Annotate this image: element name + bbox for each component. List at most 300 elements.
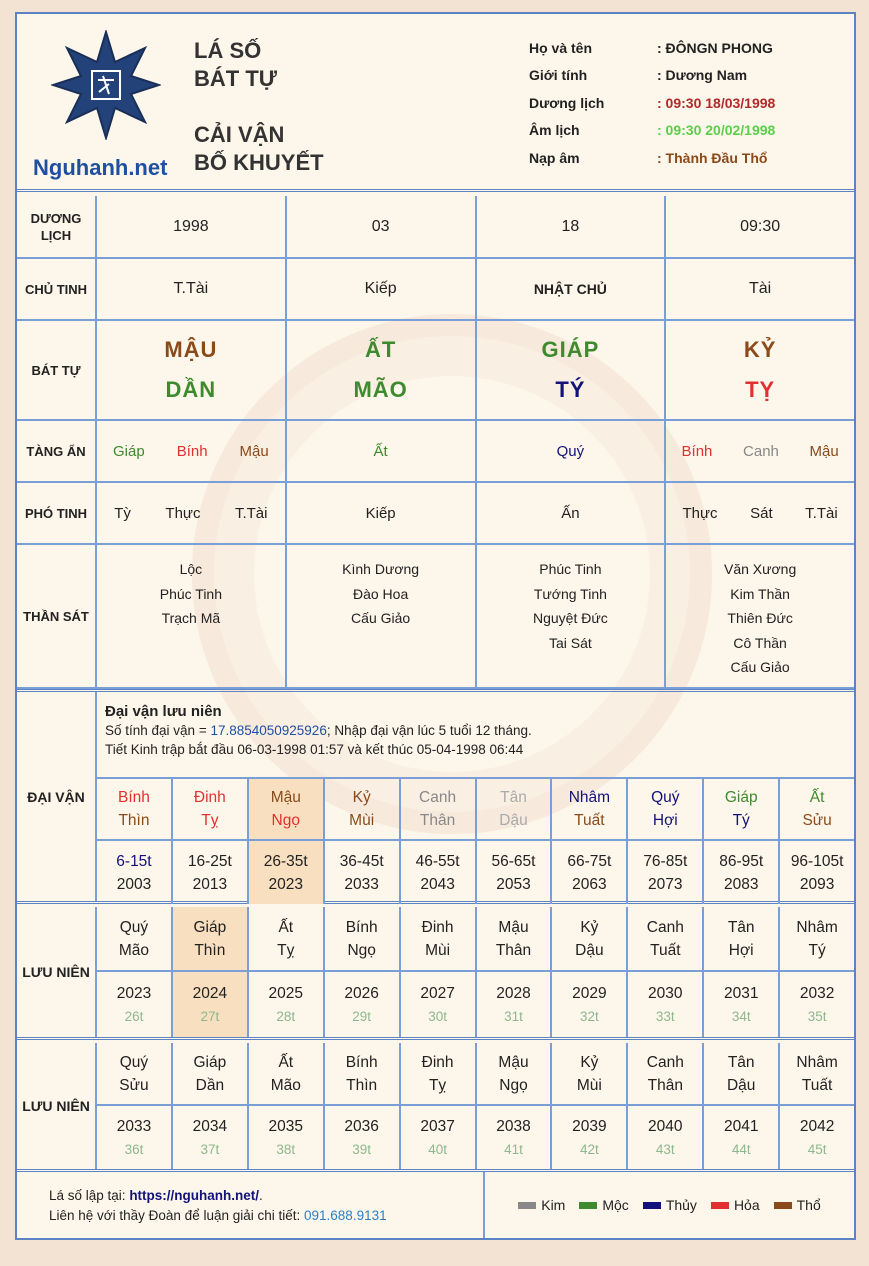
dai-van-range: 86-95t xyxy=(719,852,764,870)
luu-nien-age: 42t xyxy=(580,1141,599,1157)
dai-van-chi: Dậu xyxy=(499,812,528,829)
sub-stars xyxy=(666,483,854,543)
grid-cell: 03 xyxy=(287,196,477,257)
sub-stars xyxy=(97,483,287,543)
than-sat-item: Phúc Tinh xyxy=(539,561,602,577)
luu-nien-period xyxy=(325,1106,399,1169)
pillar-chi: TỴ xyxy=(745,377,776,402)
luu-nien-can: Ất xyxy=(278,918,294,936)
luu-nien-column xyxy=(477,907,553,1037)
row-label: DƯƠNG LỊCH xyxy=(17,196,97,257)
luu-nien-can: Nhâm xyxy=(796,1053,838,1071)
luu-nien-pillar xyxy=(97,1043,171,1106)
footer-line-1 xyxy=(49,1186,387,1206)
luu-nien-age: 43t xyxy=(655,1141,675,1157)
footer-line-2 xyxy=(49,1206,387,1226)
luu-nien-year: 2031 xyxy=(723,984,759,1002)
legend-item xyxy=(774,1197,821,1213)
dai-van-period xyxy=(628,841,702,904)
row-label: TÀNG ẨN xyxy=(17,421,97,481)
than-sat-item: Thiên Đức xyxy=(727,610,793,626)
dai-van-range: 66-75t xyxy=(567,852,612,870)
dai-van-chi: Ngọ xyxy=(271,812,300,829)
luu-nien-period xyxy=(401,972,475,1037)
legend-label: Kim xyxy=(541,1197,566,1213)
luu-nien-age: 33t xyxy=(655,1008,675,1024)
legend-item xyxy=(711,1197,760,1213)
luu-nien-can: Giáp xyxy=(193,1053,227,1071)
dai-van-can: Đinh xyxy=(193,789,226,806)
luu-nien-column xyxy=(477,1043,553,1169)
than-sat-item: Tai Sát xyxy=(548,634,592,651)
luu-nien-can: Quý xyxy=(119,918,149,936)
luu-nien-can: Quý xyxy=(119,1053,149,1071)
luu-nien-section-1 xyxy=(17,907,854,1040)
dai-van-pillar xyxy=(628,779,702,841)
hidden-stems xyxy=(287,421,477,481)
pillar xyxy=(477,321,667,419)
luu-nien-column xyxy=(97,907,173,1037)
luu-nien-column xyxy=(325,1043,401,1169)
luu-nien-period xyxy=(780,972,854,1037)
element-legend xyxy=(483,1172,854,1238)
luu-nien-period xyxy=(552,972,626,1037)
star-logo-icon xyxy=(51,30,161,140)
hidden-stem: Ất xyxy=(373,442,388,460)
pillar xyxy=(287,321,477,419)
luu-nien-year: 2028 xyxy=(496,984,531,1002)
dai-van-chi: Tý xyxy=(732,812,750,829)
dai-van-range: 96-105t xyxy=(790,852,844,870)
row-label: BÁT TỰ xyxy=(17,321,97,419)
luu-nien-year: 2029 xyxy=(572,984,607,1002)
luu-nien-chi: Hợi xyxy=(728,941,754,959)
legend-label: Thổ xyxy=(796,1197,821,1213)
dai-van-column xyxy=(780,779,854,904)
dai-van-column xyxy=(249,779,325,904)
luu-nien-age: 39t xyxy=(352,1141,372,1157)
dai-van-year: 2043 xyxy=(420,875,455,893)
info-label: Nạp âm xyxy=(529,149,580,166)
luu-nien-chi: Dậu xyxy=(726,1076,756,1094)
luu-nien-pillar xyxy=(628,907,702,972)
info-value: : Thành Đầu Thổ xyxy=(657,149,768,166)
dai-van-range: 6-15t xyxy=(116,852,152,870)
info-label: Họ và tên xyxy=(529,39,593,56)
luu-nien-age: 31t xyxy=(504,1008,523,1024)
row-tang-an xyxy=(17,421,854,483)
dai-van-pillar xyxy=(477,779,551,841)
sub-star: T.Tài xyxy=(805,504,838,522)
dai-van-year: 2093 xyxy=(799,875,835,893)
luu-nien-can: Canh xyxy=(646,1053,684,1071)
sub-star: T.Tài xyxy=(234,504,268,522)
luu-nien-column xyxy=(249,907,325,1037)
luu-nien-pillar xyxy=(477,907,551,972)
personal-info xyxy=(529,34,775,172)
luu-nien-chi: Ngọ xyxy=(347,941,376,959)
grid-cell: Kiếp xyxy=(287,259,477,319)
info-value: : ĐÔNGN PHONG xyxy=(657,39,773,56)
pillar-can: KỶ xyxy=(743,337,777,362)
dai-van-period xyxy=(401,841,475,904)
info-row xyxy=(529,34,775,62)
dai-van-can: Kỷ xyxy=(352,789,371,806)
luu-nien-can: Mậu xyxy=(498,918,529,936)
luu-nien-age: 26t xyxy=(124,1008,144,1024)
luu-nien-period xyxy=(173,972,247,1037)
sub-star: Kiếp xyxy=(365,504,396,522)
luu-nien-year: 2026 xyxy=(344,984,379,1002)
legend-item xyxy=(643,1197,697,1213)
row-bat-tu xyxy=(17,321,854,421)
dai-van-line-1-prefix: Số tính đại vận = xyxy=(105,723,211,738)
hidden-stem: Canh xyxy=(743,442,779,460)
than-sat-item: Phúc Tinh xyxy=(159,585,222,602)
luu-nien-pillar xyxy=(780,1043,854,1106)
luu-nien-year: 2034 xyxy=(192,1117,228,1135)
luu-nien-pillar xyxy=(477,1043,551,1106)
dai-van-can: Bính xyxy=(118,789,150,806)
dai-van-range: 76-85t xyxy=(643,852,688,870)
luu-nien-can: Bính xyxy=(345,1053,378,1071)
luu-nien-pillar xyxy=(628,1043,702,1106)
luu-nien-table-2 xyxy=(97,1043,854,1169)
luu-nien-chi: Tỵ xyxy=(277,941,295,959)
luu-nien-can: Kỷ xyxy=(580,1053,599,1071)
dai-van-chi: Sửu xyxy=(802,812,832,829)
footer-line-1-suffix: . xyxy=(259,1188,263,1203)
dai-van-label: ĐẠI VẬN xyxy=(17,692,97,901)
grid-cell: 1998 xyxy=(97,196,287,257)
luu-nien-year: 2037 xyxy=(420,1117,455,1135)
grid-cell: NHẬT CHỦ xyxy=(477,259,667,319)
pillar-can: ẤT xyxy=(364,337,397,362)
luu-nien-age: 30t xyxy=(428,1008,447,1024)
than-sat-item: Văn Xương xyxy=(723,561,797,577)
dai-van-year: 2073 xyxy=(648,875,683,893)
luu-nien-column xyxy=(552,1043,628,1169)
dai-van-year: 2033 xyxy=(344,875,379,893)
sub-stars xyxy=(287,483,477,543)
dai-van-heading-block xyxy=(105,702,532,759)
phone-link[interactable]: 091.688.9131 xyxy=(304,1208,387,1223)
luu-nien-pillar xyxy=(704,1043,778,1106)
luu-nien-column xyxy=(628,1043,704,1169)
luu-nien-age: 35t xyxy=(807,1008,827,1024)
title-line-1: LÁ SỐ xyxy=(194,38,262,63)
luu-nien-pillar xyxy=(780,907,854,972)
dai-van-heading: Đại vận lưu niên xyxy=(105,703,222,720)
footer-line-2-prefix: Liên hệ với thầy Đoàn để luận giải chi tiết: xyxy=(49,1208,305,1223)
luu-nien-year: 2036 xyxy=(344,1117,379,1135)
info-label: Dương lịch xyxy=(529,94,605,111)
pillar-can: MẬU xyxy=(164,337,218,362)
luu-nien-chi: Tuất xyxy=(650,941,681,959)
footer-line-1-prefix: Lá số lập tại: xyxy=(49,1188,130,1203)
row-chu-tinh xyxy=(17,259,854,321)
luu-nien-chi: Dần xyxy=(195,1076,225,1094)
luu-nien-can: Tân xyxy=(727,918,755,936)
dai-van-can: Mậu xyxy=(270,789,301,806)
luu-nien-age: 32t xyxy=(580,1008,599,1024)
luu-nien-can: Đinh xyxy=(421,918,454,936)
luu-nien-can: Tân xyxy=(727,1053,755,1071)
legend-label: Hỏa xyxy=(733,1197,760,1213)
info-label: Giới tính xyxy=(529,67,588,84)
luu-nien-can: Kỷ xyxy=(580,918,599,936)
luu-nien-column xyxy=(780,1043,854,1169)
dai-van-column xyxy=(97,779,173,904)
luu-nien-period xyxy=(249,972,323,1037)
info-value: : 09:30 18/03/1998 xyxy=(657,94,776,111)
sub-star: Thực xyxy=(165,504,201,522)
dai-van-column xyxy=(325,779,401,904)
info-row xyxy=(529,117,775,145)
dai-van-can: Canh xyxy=(419,789,457,806)
dai-van-year: 2003 xyxy=(116,875,152,893)
grid-cell: 09:30 xyxy=(740,217,781,235)
dai-van-chi: Thân xyxy=(419,812,456,829)
luu-nien-age: 36t xyxy=(124,1141,144,1157)
luu-nien-year: 2024 xyxy=(192,984,228,1002)
than-sat-item: Tướng Tinh xyxy=(533,585,607,602)
dai-van-line-2: Tiết Kinh trập bắt đầu 06-03-1998 01:57 và kết thúc 05-04-1998 06:44 xyxy=(105,742,524,757)
dai-van-chi: Tuất xyxy=(574,812,605,829)
luu-nien-pillar xyxy=(401,1043,475,1106)
luu-nien-column xyxy=(401,907,477,1037)
info-label: Âm lịch xyxy=(529,122,580,139)
luu-nien-chi: Tý xyxy=(808,941,826,959)
luu-nien-year: 2041 xyxy=(723,1117,759,1135)
dai-van-pillar xyxy=(249,779,323,841)
dai-van-period xyxy=(477,841,551,904)
dai-van-table xyxy=(97,777,854,904)
luu-nien-pillar xyxy=(325,907,399,972)
hidden-stems xyxy=(477,421,667,481)
dai-van-year: 2063 xyxy=(572,875,607,893)
luu-nien-year: 2035 xyxy=(268,1117,303,1135)
dai-van-range: 16-25t xyxy=(187,852,232,870)
luu-nien-period xyxy=(780,1106,854,1169)
dai-van-can: Ất xyxy=(809,789,825,806)
luu-nien-column xyxy=(552,907,628,1037)
luu-nien-section-2 xyxy=(17,1043,854,1172)
luu-nien-pillar xyxy=(704,907,778,972)
than-sat-item: Cô Thần xyxy=(733,634,787,651)
luu-nien-pillar xyxy=(552,907,626,972)
row-duong-lich xyxy=(17,196,854,259)
dai-van-column xyxy=(704,779,780,904)
luu-nien-pillar xyxy=(325,1043,399,1106)
pillar-can: GIÁP xyxy=(541,337,600,362)
dai-van-range: 56-65t xyxy=(491,852,536,870)
luu-nien-chi: Thìn xyxy=(194,941,226,959)
luu-nien-year: 2038 xyxy=(496,1117,531,1135)
luu-nien-chi: Ngọ xyxy=(499,1076,528,1094)
luu-nien-year: 2039 xyxy=(572,1117,607,1135)
luu-nien-period xyxy=(325,972,399,1037)
luu-nien-period xyxy=(552,1106,626,1169)
luu-nien-pillar xyxy=(173,907,247,972)
dai-van-period xyxy=(249,841,323,904)
legend-item xyxy=(518,1197,565,1213)
luu-nien-age: 40t xyxy=(428,1141,447,1157)
row-label: CHỦ TINH xyxy=(17,259,97,319)
dai-van-chi: Tỵ xyxy=(201,812,219,829)
dai-van-year: 2083 xyxy=(723,875,759,893)
grid-cell: T.Tài xyxy=(97,259,287,319)
sub-star: Tỳ xyxy=(114,504,131,522)
pillar-chi: MÃO xyxy=(353,377,408,402)
luu-nien-age: 44t xyxy=(731,1141,751,1157)
title-line-2: BÁT TỰ xyxy=(194,66,278,91)
dai-van-can: Tân xyxy=(500,789,527,806)
than-sat-item: Kình Dương xyxy=(342,561,420,577)
dai-van-range: 36-45t xyxy=(339,852,384,870)
sub-star: Ấn xyxy=(561,504,580,522)
dai-van-line-1-suffix: ; Nhập đại vận lúc 5 tuổi 12 tháng. xyxy=(326,723,532,738)
luu-nien-period xyxy=(477,1106,551,1169)
than-sat-list xyxy=(477,545,667,687)
dai-van-pillar xyxy=(325,779,399,841)
info-value: : Dương Nam xyxy=(657,67,748,84)
dai-van-year: 2013 xyxy=(192,875,228,893)
legend-swatch xyxy=(711,1202,729,1209)
than-sat-item: Đào Hoa xyxy=(352,585,409,602)
luu-nien-chi: Mùi xyxy=(576,1076,602,1094)
luu-nien-chi: Thìn xyxy=(346,1076,378,1094)
luu-nien-age: 38t xyxy=(276,1141,296,1157)
sub-star: Sát xyxy=(750,504,773,522)
luu-nien-pillar xyxy=(249,907,323,972)
legend-item xyxy=(579,1197,628,1213)
pillar-chi: DẦN xyxy=(165,377,217,402)
footer-text xyxy=(49,1186,387,1226)
brand-name: Nguhanh.net xyxy=(33,155,168,180)
luu-nien-label-2: LƯU NIÊN xyxy=(17,1043,97,1169)
luu-nien-age: 41t xyxy=(504,1141,523,1157)
pillar-chi: TÝ xyxy=(555,377,586,402)
luu-nien-year: 2042 xyxy=(799,1117,835,1135)
luu-nien-chi: Sửu xyxy=(119,1076,149,1094)
luu-nien-age: 28t xyxy=(276,1008,296,1024)
footer xyxy=(17,1172,854,1238)
luu-nien-can: Giáp xyxy=(193,918,227,936)
luu-nien-year: 2027 xyxy=(420,984,455,1002)
luu-nien-column xyxy=(97,1043,173,1169)
legend-swatch xyxy=(518,1202,536,1209)
luu-nien-column xyxy=(401,1043,477,1169)
luu-nien-can: Ất xyxy=(278,1053,294,1071)
hidden-stem: Giáp xyxy=(113,442,145,460)
luu-nien-period xyxy=(628,1106,702,1169)
luu-nien-column xyxy=(780,907,854,1037)
dai-van-pillar xyxy=(552,779,626,841)
than-sat-item: Lộc xyxy=(179,561,203,577)
luu-nien-column xyxy=(704,907,780,1037)
chart-page xyxy=(15,12,856,1240)
legend-label: Mộc xyxy=(602,1197,629,1213)
luu-nien-chi: Tuất xyxy=(801,1076,833,1094)
dai-van-period xyxy=(325,841,399,904)
dai-van-period xyxy=(780,841,854,904)
dai-van-chi: Hợi xyxy=(652,812,678,829)
dai-van-column xyxy=(401,779,477,904)
title-line-3: CẢI VẬN xyxy=(194,122,285,147)
row-pho-tinh xyxy=(17,483,854,545)
hidden-stem: Bính xyxy=(176,442,208,460)
legend-swatch xyxy=(643,1202,661,1209)
luu-nien-column xyxy=(249,1043,325,1169)
sub-stars xyxy=(477,483,667,543)
header xyxy=(17,14,854,192)
legend-swatch xyxy=(774,1202,792,1209)
than-sat-list xyxy=(97,545,287,687)
luu-nien-period xyxy=(704,1106,778,1169)
dai-van-can: Nhâm xyxy=(568,789,611,806)
luu-nien-pillar xyxy=(249,1043,323,1106)
dai-van-period xyxy=(704,841,778,904)
info-row xyxy=(529,62,775,90)
luu-nien-can: Đinh xyxy=(421,1053,454,1071)
luu-nien-age: 37t xyxy=(200,1141,220,1157)
luu-nien-year: 2032 xyxy=(799,984,835,1002)
dai-van-year: 2053 xyxy=(496,875,531,893)
than-sat-item: Cấu Giảo xyxy=(351,610,411,626)
luu-nien-label-1: LƯU NIÊN xyxy=(17,907,97,1037)
luu-nien-can: Bính xyxy=(345,918,378,936)
dai-van-column xyxy=(552,779,628,904)
than-sat-item: Trạch Mã xyxy=(161,610,221,626)
luu-nien-period xyxy=(628,972,702,1037)
luu-nien-can: Mậu xyxy=(498,1053,529,1071)
dai-van-pillar xyxy=(704,779,778,841)
pillar xyxy=(666,321,854,419)
info-value: : 09:30 20/02/1998 xyxy=(657,122,776,139)
dai-van-range: 46-55t xyxy=(415,852,460,870)
luu-nien-period xyxy=(477,972,551,1037)
luu-nien-year: 2040 xyxy=(648,1117,683,1135)
dai-van-line-1 xyxy=(105,721,532,740)
dai-van-range: 26-35t xyxy=(263,852,308,870)
website-link[interactable]: https://nguhanh.net/ xyxy=(129,1188,260,1203)
sub-star: Thực xyxy=(682,504,718,522)
dai-van-chi: Mùi xyxy=(349,812,375,829)
hidden-stem: Mậu xyxy=(239,442,269,460)
luu-nien-chi: Mão xyxy=(270,1076,301,1094)
dai-van-pillar xyxy=(173,779,247,841)
dai-van-pillar xyxy=(97,779,171,841)
luu-nien-chi: Thân xyxy=(495,941,532,959)
luu-nien-column xyxy=(173,1043,249,1169)
legend-swatch xyxy=(579,1202,597,1209)
luu-nien-age: 27t xyxy=(200,1008,220,1024)
dai-van-pillar xyxy=(780,779,854,841)
dai-van-section xyxy=(17,689,854,904)
luu-nien-can: Canh xyxy=(646,918,684,936)
pillar xyxy=(97,321,287,419)
than-sat-list xyxy=(666,545,854,687)
luu-nien-period xyxy=(173,1106,247,1169)
luu-nien-can: Nhâm xyxy=(796,918,838,936)
dai-van-period xyxy=(552,841,626,904)
luu-nien-chi: Mão xyxy=(118,941,150,959)
dai-van-chi: Thìn xyxy=(118,812,150,829)
dai-van-year: 2023 xyxy=(268,875,303,893)
grid-cell: 18 xyxy=(477,196,667,257)
info-row xyxy=(529,144,775,172)
